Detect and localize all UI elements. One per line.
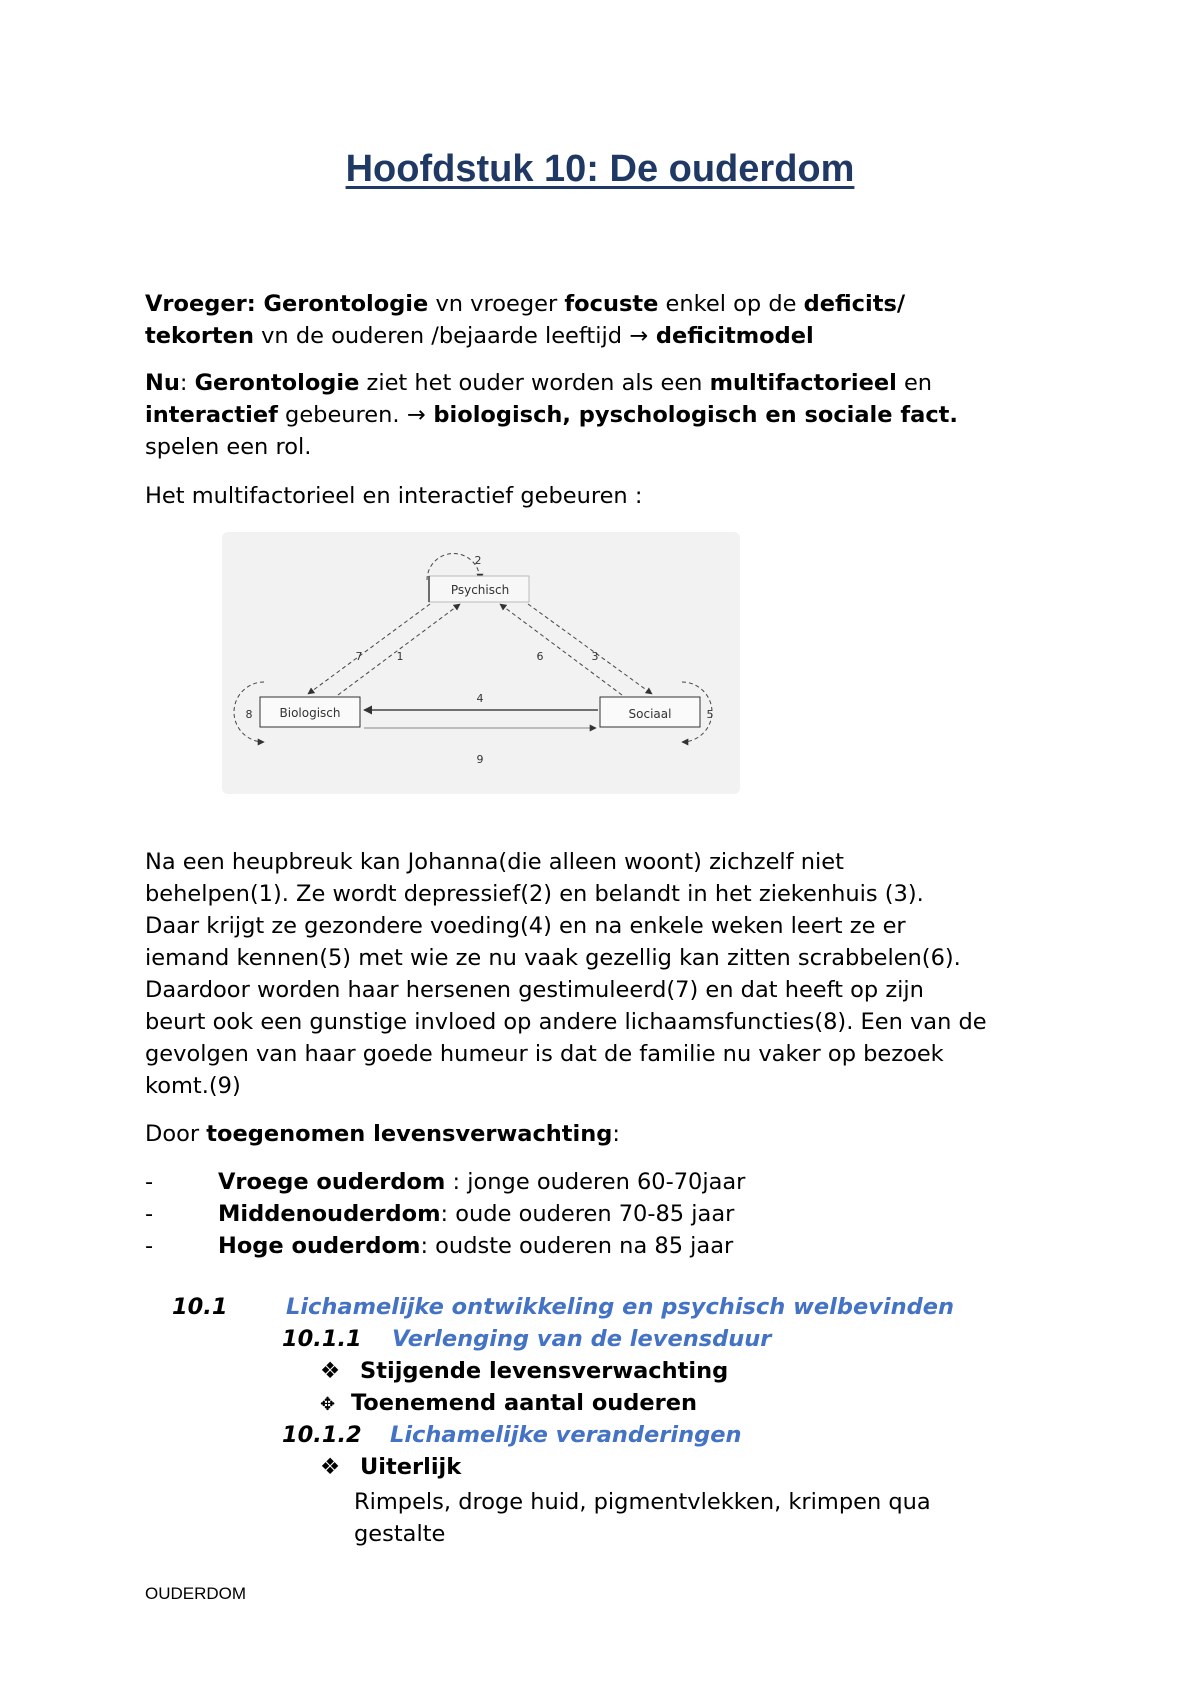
arrow-icon: → xyxy=(629,323,649,349)
diamond-bullet-icon: ❖ xyxy=(320,1454,341,1480)
node-psychisch: Psychisch xyxy=(450,583,510,597)
term-factoren: biologisch, pyschologisch en sociale fact. xyxy=(425,402,958,428)
text: vn vroeger xyxy=(428,291,565,317)
term-levensverwachting: toegenomen levensverwachting xyxy=(206,1121,613,1147)
arrow-3 xyxy=(528,604,652,694)
diamond-bullet-icon: ❖ xyxy=(320,1358,341,1384)
text: Door xyxy=(145,1121,207,1147)
label-1: 1 xyxy=(396,650,404,663)
bullet-item xyxy=(320,1454,461,1480)
story-line: gevolgen van haar goede humeur is dat de familie nu vaker op bezoek xyxy=(145,1041,944,1067)
label-7: 7 xyxy=(355,650,363,663)
text: spelen een rol. xyxy=(145,434,312,460)
diagram-intro: Het multifactorieel en interactief gebeuren : xyxy=(145,483,643,509)
story-line: beurt ook een gunstige invloed op andere lichaamsfuncties(8). Een van de xyxy=(145,1009,987,1035)
story-line: iemand kennen(5) met wie ze nu vaak gezellig kan zitten scrabbelen(6). xyxy=(145,945,961,971)
label-3: 3 xyxy=(591,650,599,663)
bullet-item xyxy=(320,1390,697,1416)
text: enkel op de xyxy=(658,291,804,317)
term-multifactorieel: multifactorieel xyxy=(709,370,897,396)
label-4: 4 xyxy=(476,692,484,705)
text: gebeuren. xyxy=(277,402,407,428)
text: ziet het ouder worden als een xyxy=(359,370,710,396)
list-item xyxy=(145,1230,733,1262)
page-footer: OUDERDOM xyxy=(145,1584,247,1603)
subsection-number: 10.1.1 xyxy=(282,1326,362,1352)
subsection-title: Lichamelijke veranderingen xyxy=(390,1422,742,1448)
page-title: Hoofdstuk 10: De ouderdom xyxy=(345,148,855,190)
arrow-7 xyxy=(308,604,430,694)
cross-bullet-icon: ✥ xyxy=(320,1394,336,1415)
story-line: Daardoor worden haar hersenen gestimuleerd(7) en dat heeft op zijn xyxy=(145,977,924,1003)
list-text: : oude ouderen 70-85 jaar xyxy=(440,1201,735,1227)
label-5: 5 xyxy=(706,708,714,721)
arrow-icon: → xyxy=(406,402,426,428)
intro-paragraph-nu xyxy=(145,367,1075,463)
section-number: 10.1 xyxy=(172,1294,228,1320)
door-paragraph xyxy=(145,1118,1075,1150)
term-tekorten: tekorten xyxy=(145,323,254,349)
term-gerontologie: Gerontologie xyxy=(194,370,360,396)
term-focuste: focuste xyxy=(564,291,659,317)
label-vroeger: Vroeger: Gerontologie xyxy=(145,291,429,317)
body-line: gestalte xyxy=(354,1521,446,1547)
arrow-6 xyxy=(500,604,622,695)
label-6: 6 xyxy=(536,650,544,663)
text: : xyxy=(179,370,195,396)
factor-diagram xyxy=(222,532,740,794)
list-term: Hoge ouderdom xyxy=(218,1233,421,1259)
list-term: Middenouderdom xyxy=(218,1201,441,1227)
list-item xyxy=(145,1166,745,1198)
text: en xyxy=(896,370,933,396)
label-8: 8 xyxy=(245,708,253,721)
list-text: : oudste ouderen na 85 jaar xyxy=(420,1233,734,1259)
dash-bullet: - xyxy=(145,1169,154,1195)
term-deficitmodel: deficitmodel xyxy=(648,323,814,349)
label-9: 9 xyxy=(476,753,484,766)
list-item xyxy=(145,1198,734,1230)
story-line: Na een heupbreuk kan Johanna(die alleen woont) zichzelf niet xyxy=(145,849,844,875)
list-text: : jonge ouderen 60-70jaar xyxy=(445,1169,746,1195)
story-line: behelpen(1). Ze wordt depressief(2) en belandt in het ziekenhuis (3). xyxy=(145,881,924,907)
list-term: Vroege ouderdom xyxy=(218,1169,446,1195)
text: : xyxy=(612,1121,620,1147)
node-sociaal: Sociaal xyxy=(628,707,672,721)
story-line: komt.(9) xyxy=(145,1073,241,1099)
term-interactief: interactief xyxy=(145,402,278,428)
term-deficits: deficits/ xyxy=(803,291,906,317)
body-text xyxy=(354,1486,1054,1550)
label-2: 2 xyxy=(474,554,482,567)
bullet-text: Uiterlijk xyxy=(360,1454,462,1480)
intro-paragraph-vroeger xyxy=(145,288,1075,352)
dash-bullet: - xyxy=(145,1201,154,1227)
node-biologisch: Biologisch xyxy=(279,706,341,720)
section-title: Lichamelijke ontwikkeling en psychisch welbevinden xyxy=(286,1294,955,1320)
subsection-title: Verlenging van de levensduur xyxy=(392,1326,772,1352)
bullet-item xyxy=(320,1358,728,1384)
label-nu: Nu xyxy=(145,370,180,396)
subsection-number: 10.1.2 xyxy=(282,1422,362,1448)
story-line: Daar krijgt ze gezondere voeding(4) en na enkele weken leert ze er xyxy=(145,913,906,939)
dash-bullet: - xyxy=(145,1233,154,1259)
story-paragraph xyxy=(145,846,1085,1102)
factor-diagram-svg xyxy=(222,532,740,794)
body-line: Rimpels, droge huid, pigmentvlekken, krimpen qua xyxy=(354,1489,931,1515)
bullet-text: Toenemend aantal ouderen xyxy=(350,1390,698,1416)
bullet-text: Stijgende levensverwachting xyxy=(360,1358,729,1384)
text: vn de ouderen /bejaarde leeftijd xyxy=(253,323,630,349)
